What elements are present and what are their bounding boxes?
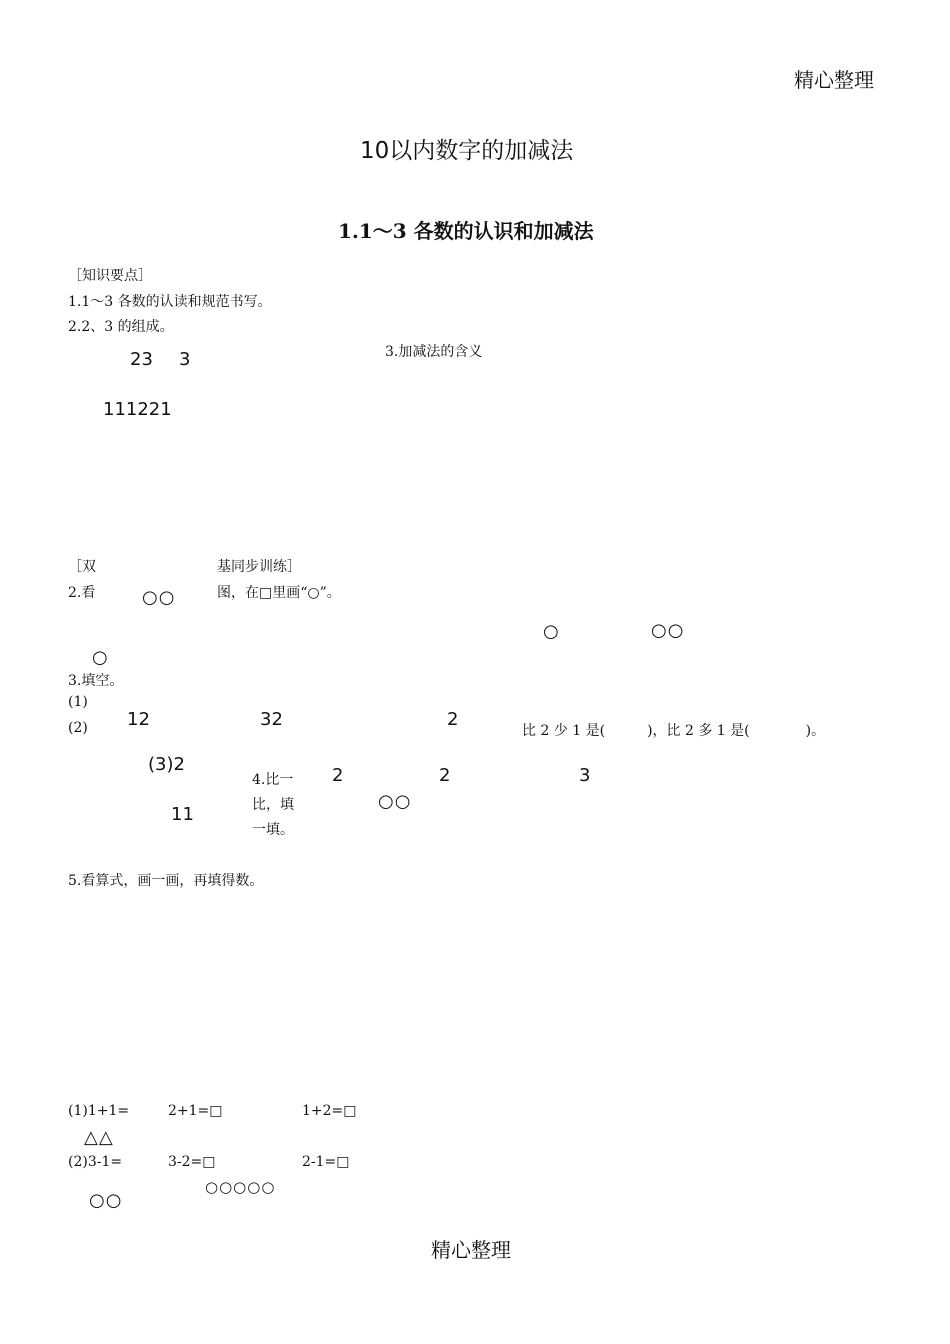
- q5-r1-b: 2+1=□: [168, 1103, 223, 1119]
- q5-r2-b: 3-2=□: [168, 1154, 216, 1170]
- q4-number-2a: 2: [332, 765, 344, 786]
- q4-line-2: 比，填: [252, 797, 294, 813]
- q2-circles: ○○: [142, 587, 176, 608]
- q5-r2-a: (2)3-1=: [68, 1154, 123, 1170]
- q5-r1-a: (1)1+1=: [68, 1103, 130, 1119]
- training-heading-right: 基同步训练］: [217, 559, 301, 575]
- q2-circle-single: ○: [543, 621, 560, 642]
- q4-number-2b: 2: [439, 765, 451, 786]
- number-3: 3: [179, 349, 191, 370]
- knowledge-item-1: 1.1～3 各数的认读和规范书写。: [68, 294, 272, 310]
- number-23: 23: [130, 349, 153, 370]
- q2-circle-pair: ○○: [651, 620, 685, 641]
- q4-circles: ○○: [378, 791, 412, 812]
- q5-triangles: △△: [84, 1127, 114, 1148]
- section-subtitle: 1.1～3 各数的认识和加减法: [338, 219, 594, 243]
- q2-label: 2.看: [68, 585, 96, 601]
- q4-line-3: 一填。: [252, 822, 294, 838]
- q3-fill-blank: 比 2 少 1 是( )，比 2 多 1 是( )。: [522, 723, 826, 739]
- q2-circle-left: ○: [92, 647, 109, 668]
- training-heading-left: ［双: [68, 559, 96, 575]
- number-111221: 111221: [103, 399, 172, 420]
- number-2: 2: [447, 709, 459, 730]
- q3-part-1: (1): [68, 694, 88, 710]
- number-11: 11: [171, 804, 194, 825]
- footer-text: 精心整理: [431, 1238, 511, 1262]
- q5-r1-c: 1+2=□: [302, 1103, 357, 1119]
- q3-label: 3.填空。: [68, 673, 124, 689]
- q3-part-2: (2): [68, 720, 88, 736]
- q5-label: 5.看算式，画一画，再填得数。: [68, 873, 264, 889]
- q5-r2-c: 2-1=□: [302, 1154, 350, 1170]
- q5-circles-five: ○○○○○: [205, 1178, 276, 1196]
- knowledge-item-2: 2.2、3 的组成。: [68, 319, 174, 335]
- number-32: 32: [260, 709, 283, 730]
- q4-line-1: 4.比一: [252, 772, 294, 788]
- page-title: 10以内数字的加减法: [360, 138, 574, 164]
- knowledge-item-3: 3.加减法的含义: [385, 344, 483, 360]
- q4-number-3: 3: [579, 765, 591, 786]
- knowledge-heading: ［知识要点］: [68, 268, 152, 284]
- number-12: 12: [127, 709, 150, 730]
- header-text: 精心整理: [794, 68, 874, 92]
- q5-circles-two: ○○: [89, 1190, 123, 1211]
- q3-part-3: (3)2: [148, 754, 185, 775]
- q2-text: 图，在□里画“○”。: [217, 585, 341, 601]
